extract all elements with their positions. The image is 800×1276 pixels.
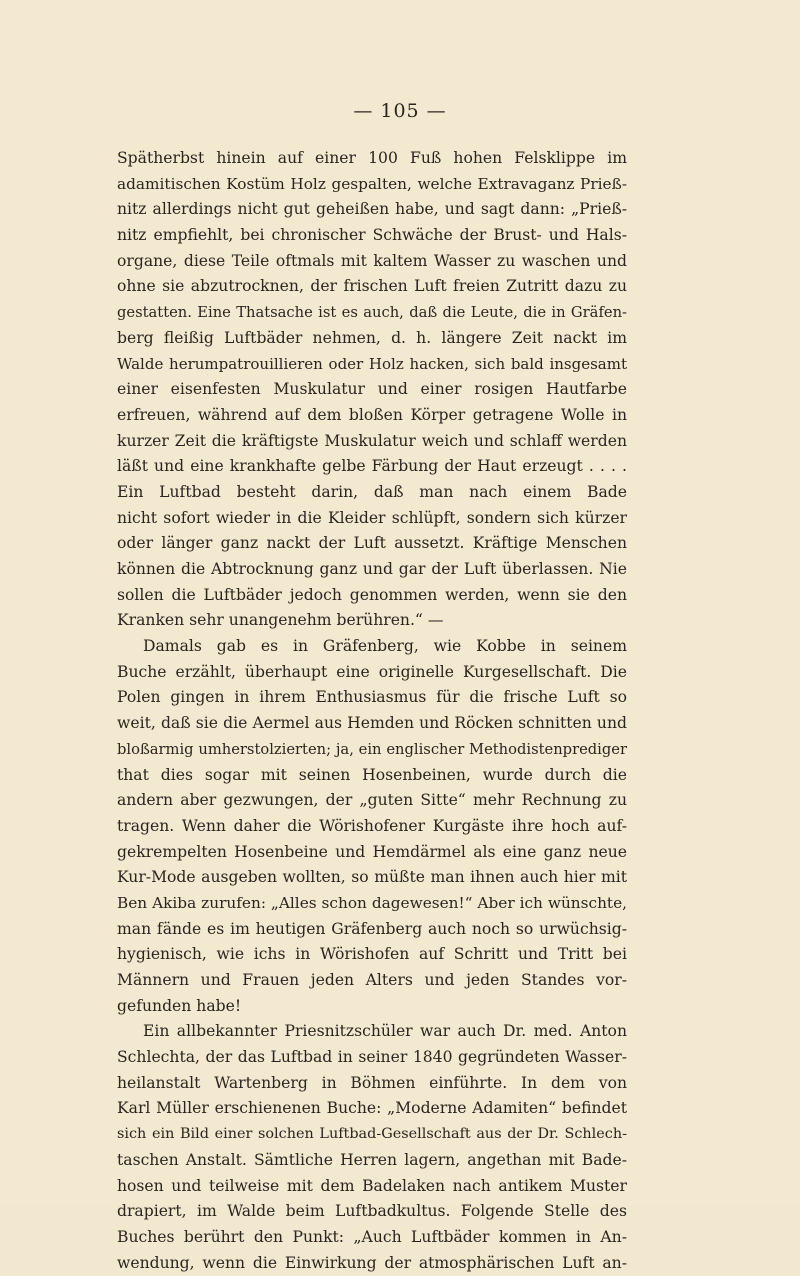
text-line: drapiert, im Walde beim Luftbadkultus. Folgende Stelle des	[117, 1202, 627, 1221]
text-line: adamitischen Kostüm Holz gespalten, welche Extravaganz Prieß-	[117, 174, 627, 193]
text-line: taschen Anstalt. Sämtliche Herren lagern, angethan mit Bade-	[117, 1150, 627, 1169]
text-line: sich ein Bild einer solchen Luftbad-Gesellschaft aus der Dr. Schlech-	[117, 1126, 627, 1143]
text-line: erfreuen, während auf dem bloßen Körper getragene Wolle in	[117, 405, 627, 424]
text-line: Schlechta, der das Luftbad in seiner 1840 gegründeten Wasser-	[117, 1048, 627, 1067]
page-number: — 105 —	[353, 100, 447, 122]
text-line: Kranken sehr unangenehm berühren.“ —	[117, 611, 444, 630]
text-line: nicht sofort wieder in die Kleider schlüpft, sondern sich kürzer	[117, 508, 627, 527]
text-line: Buche erzählt, überhaupt eine originelle Kurgesellschaft. Die	[117, 662, 627, 681]
text-line: tragen. Wenn daher die Wörishofener Kurgäste ihre hoch auf-	[117, 816, 627, 835]
text-line: Männern und Frauen jeden Alters und jeden Standes vor-	[117, 971, 627, 989]
text-line: läßt und eine krankhafte gelbe Färbung der Haut erzeugt . . . .	[117, 457, 627, 476]
text-line: nitz allerdings nicht gut geheißen habe, und sagt dann: „Prieß-	[117, 200, 627, 219]
text-line: heilanstalt Wartenberg in Böhmen einführte. In dem von	[117, 1073, 627, 1092]
text-line: Karl Müller erschienenen Buche: „Moderne Adamiten“ befindet	[117, 1099, 627, 1118]
text-line: organe, diese Teile oftmals mit kaltem Wasser zu waschen und	[117, 251, 627, 270]
text-line: that dies sogar mit seinen Hosenbeinen, wurde durch die	[117, 765, 627, 784]
text-line: wendung, wenn die Einwirkung der atmosphärischen Luft an-	[117, 1253, 627, 1272]
text-line: berg fleißig Luftbäder nehmen, d. h. längere Zeit nackt im	[117, 328, 627, 347]
text-line: oder länger ganz nackt der Luft aussetzt. Kräftige Menschen	[117, 534, 627, 553]
text-line: gefunden habe!	[117, 996, 242, 1015]
text-line: gestatten. Eine Thatsache ist es auch, daß die Leute, die in Gräfen-	[117, 304, 627, 322]
text-line: Ben Akiba zurufen: „Alles schon dagewesen!“ Aber ich wünschte,	[117, 893, 627, 912]
text-line: können die Abtrocknung ganz und gar der Luft überlassen. Nie	[117, 560, 627, 578]
text-line: Buches berührt den Punkt: „Auch Luftbäder kommen in An-	[117, 1227, 627, 1246]
text-line: kurzer Zeit die kräftigste Muskulatur weich und schlaff werden	[117, 431, 627, 450]
text-line: Kur-Mode ausgeben wollten, so müßte man ihnen auch hier mit	[117, 868, 627, 887]
text-line: Polen gingen in ihrem Enthusiasmus für die frische Luft so	[117, 688, 627, 707]
text-line: man fände es im heutigen Gräfenberg auch noch so urwüchsig-	[117, 919, 627, 938]
text-line: hygienisch, wie ichs in Wörishofen auf Schritt und Tritt bei	[117, 945, 627, 964]
text-line: Ein allbekannter Priesnitzschüler war auch Dr. med. Anton	[143, 1022, 627, 1041]
text-line: Walde herumpatrouillieren oder Holz hacken, sich bald insgesamt	[117, 354, 627, 373]
text-line: nitz empfiehlt, bei chronischer Schwäche der Brust- und Hals-	[117, 226, 627, 245]
text-line: Spätherbst hinein auf einer 100 Fuß hohen Felsklippe im	[117, 149, 627, 167]
text-line: weit, daß sie die Aermel aus Hemden und Röcken schnitten und	[117, 714, 627, 733]
text-line: einer eisenfesten Muskulatur und einer rosigen Hautfarbe	[117, 380, 627, 399]
text-line: gekrempelten Hosenbeine und Hemdärmel als eine ganz neue	[117, 842, 627, 861]
text-line: andern aber gezwungen, der „guten Sitte“ mehr Rechnung zu	[117, 791, 627, 810]
text-line: hosen und teilweise mit dem Badelaken nach antikem Muster	[117, 1176, 627, 1195]
text-line: Ein Luftbad besteht darin, daß man nach einem Bade	[117, 482, 627, 501]
text-line: bloßarmig umherstolzierten; ja, ein englischer Methodistenprediger	[117, 740, 627, 758]
text-line: ohne sie abzutrocknen, der frischen Luft freien Zutritt dazu zu	[117, 277, 627, 296]
body-text	[117, 146, 627, 1276]
text-line: sollen die Luftbäder jedoch genommen werden, wenn sie den	[117, 585, 627, 604]
text-line: Damals gab es in Gräfenberg, wie Kobbe in seinem	[143, 637, 627, 656]
